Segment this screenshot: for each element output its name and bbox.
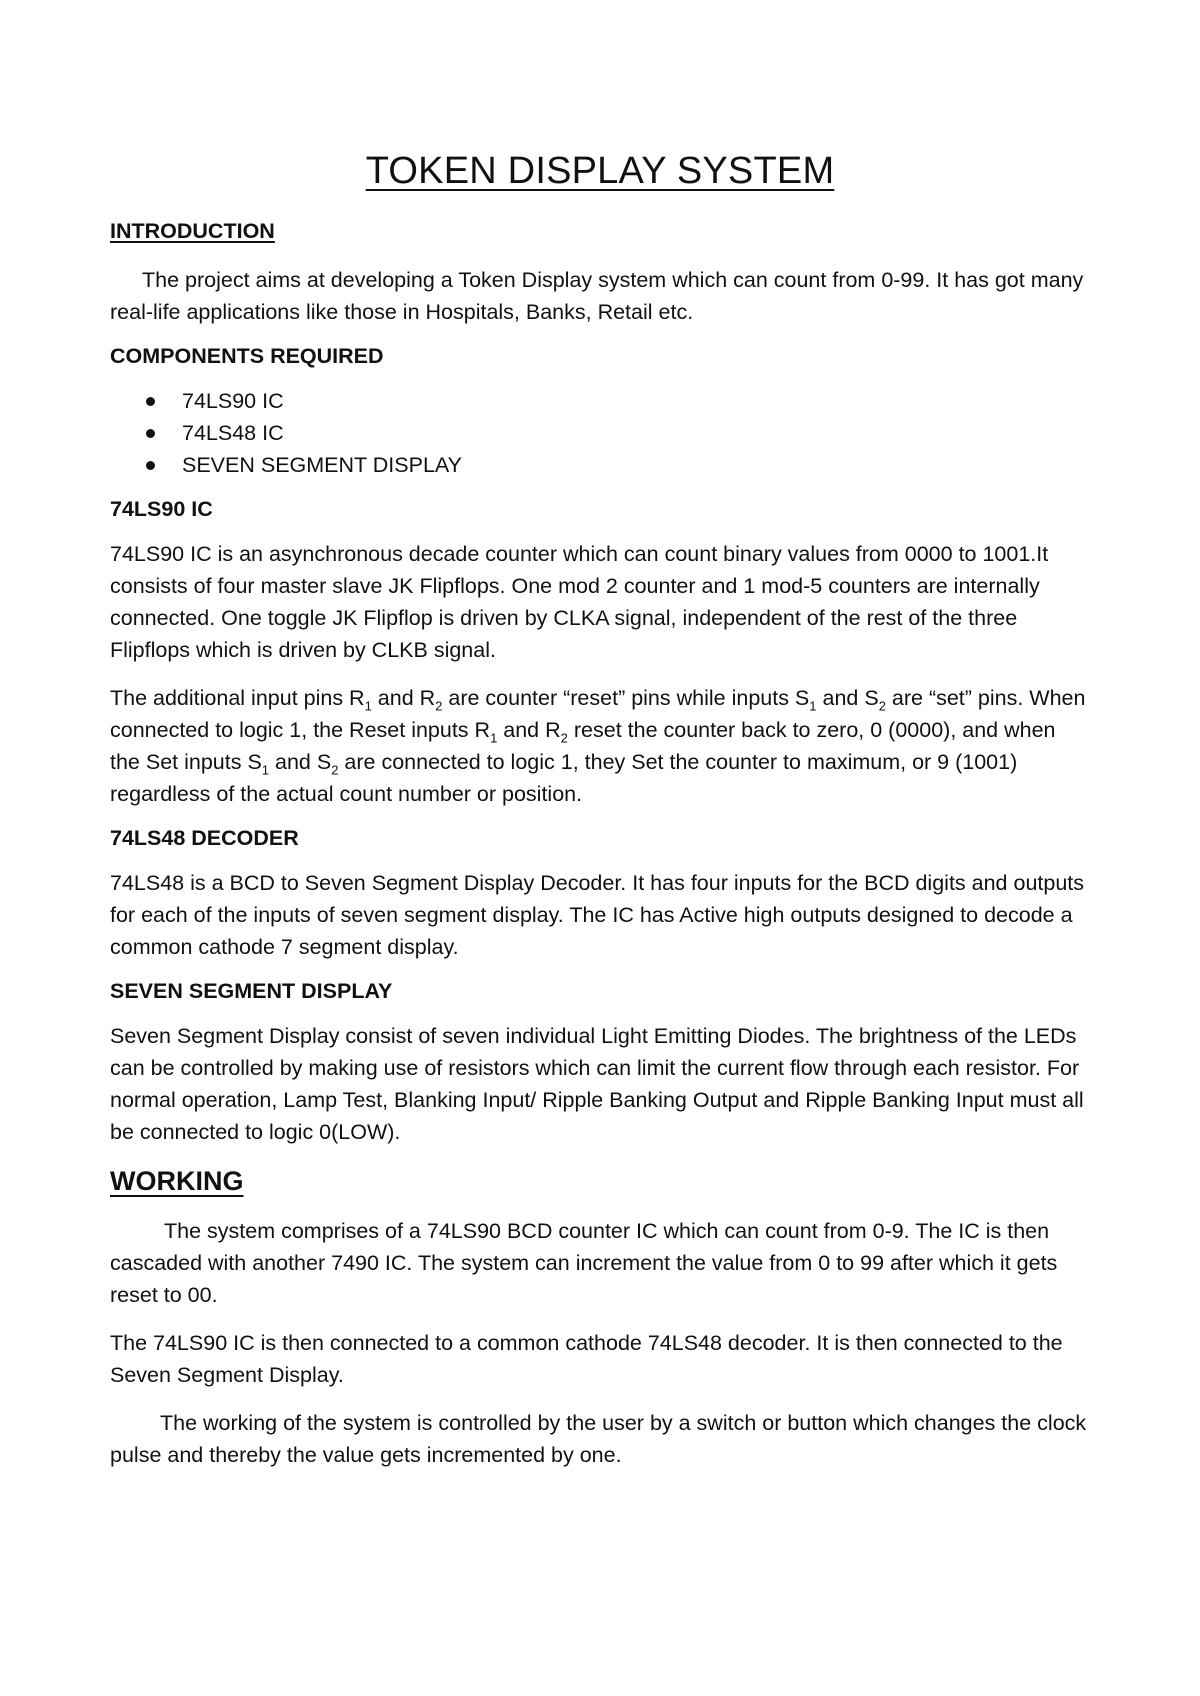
introduction-heading: INTRODUCTION	[110, 219, 275, 243]
list-item-label: 74LS90 IC	[182, 389, 284, 413]
bullet-icon	[146, 397, 155, 406]
list-item	[110, 417, 1090, 449]
seven-segment-heading: SEVEN SEGMENT DISPLAY	[110, 979, 393, 1003]
introduction-paragraph: The project aims at developing a Token Display system which can count from 0-99. It has got many real-life applications like those in Hospitals, Banks, Retail etc.	[110, 268, 1084, 324]
ic-74ls90-paragraph-2: The additional input pins $R_1$ and $R_2$ are counter “reset” pins while inputs $S_1$ and $S_2$ are “set” pins. When connected to logic 1, the Reset inputs $R_1$ and $R_2$ reset the counter back to zero, 0 (0000), and when the Set inputs $S_1$ and $S_2$ are connected to logic 1, they Set the counter to maximum, or 9 (1001) regardless of the actual count number or position.	[110, 686, 1086, 806]
working-paragraph-3: The working of the system is controlled by the user by a switch or button which changes the clock pulse and thereby the value gets incremented by one.	[110, 1411, 1087, 1467]
bullet-icon	[146, 429, 155, 438]
decoder-heading: 74LS48 DECODER	[110, 826, 299, 850]
components-list	[110, 385, 1090, 481]
seven-segment-paragraph: Seven Segment Display consist of seven individual Light Emitting Diodes. The brightness of the LEDs can be controlled by making use of resistors which can limit the current flow through each resistor. For normal operation, Lamp Test, Blanking Input/ Ripple Banking Output and Ripple Banking Input must all be connected to logic 0(LOW).	[110, 1024, 1084, 1144]
components-heading: COMPONENTS REQUIRED	[110, 344, 384, 368]
list-item	[110, 449, 1090, 481]
list-item-label: 74LS48 IC	[182, 421, 284, 445]
list-item	[110, 385, 1090, 417]
bullet-icon	[146, 461, 155, 470]
ic-74ls90-heading: 74LS90 IC	[110, 497, 213, 521]
working-paragraph-2: The 74LS90 IC is then connected to a common cathode 74LS48 decoder. It is then connected to the Seven Segment Display.	[110, 1331, 1063, 1387]
list-item-label: SEVEN SEGMENT DISPLAY	[182, 453, 462, 477]
working-paragraph-1: The system comprises of a 74LS90 BCD counter IC which can count from 0-9. The IC is then cascaded with another 7490 IC. The system can increment the value from 0 to 99 after which it gets reset to 00.	[110, 1219, 1058, 1307]
decoder-paragraph: 74LS48 is a BCD to Seven Segment Display Decoder. It has four inputs for the BCD digits and outputs for each of the inputs of seven segment display. The IC has Active high outputs designed to decode a common cathode 7 segment display.	[110, 871, 1085, 959]
ic-74ls90-paragraph-1: 74LS90 IC is an asynchronous decade counter which can count binary values from 0000 to 1001.It consists of four master slave JK Flipflops. One mod 2 counter and 1 mod-5 counters are internally connected. One toggle JK Flipflop is driven by CLKA signal, independent of the rest of the three Flipflops which is driven by CLKB signal.	[110, 542, 1049, 662]
working-heading: WORKING	[110, 1166, 244, 1196]
page-title: TOKEN DISPLAY SYSTEM	[365, 150, 835, 192]
